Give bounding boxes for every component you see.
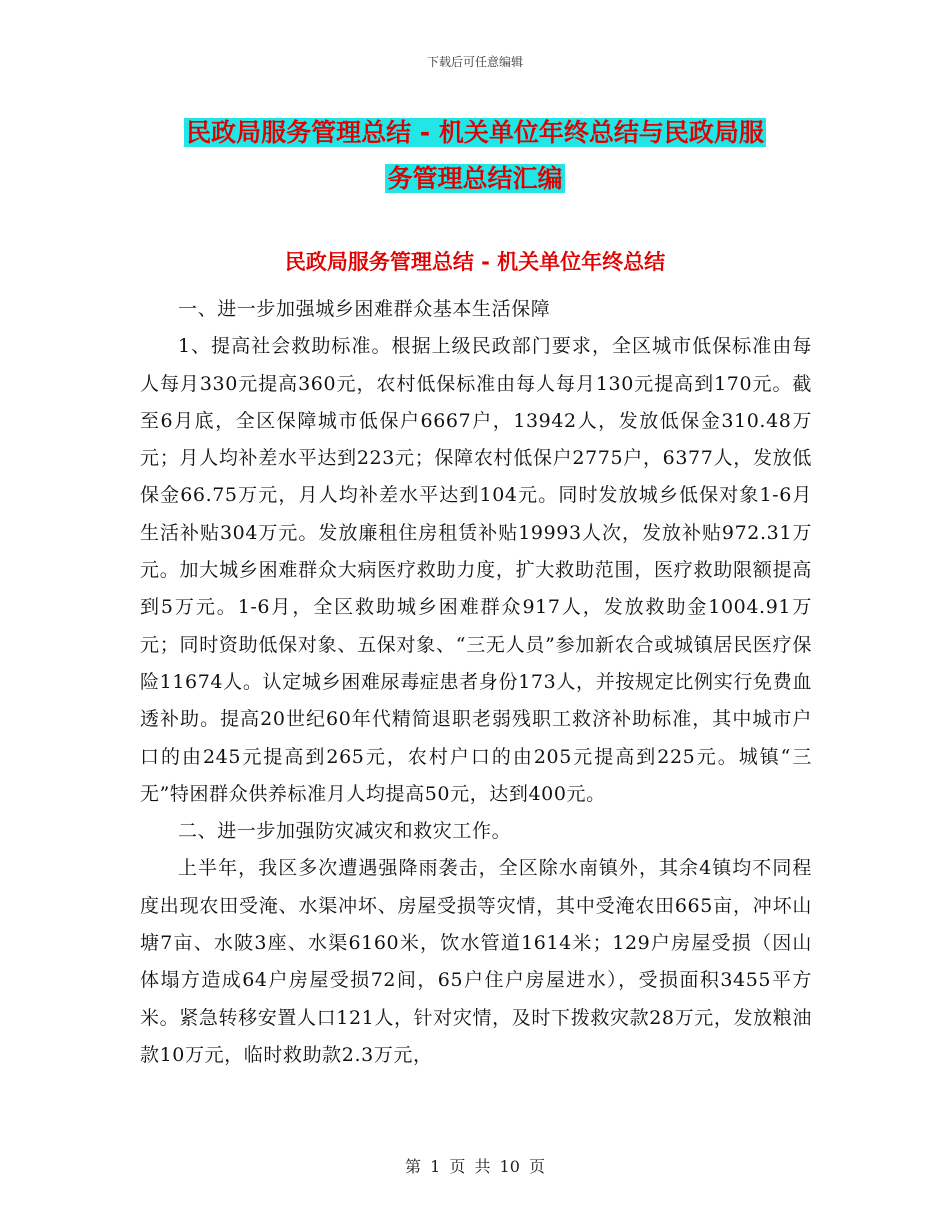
heading-paragraph-1: 一、进一步加强城乡困难群众基本生活保障 [178, 298, 551, 320]
body-paragraph-2: 上半年，我区多次遭遇强降雨袭击，全区除水南镇外，其余4镇均不同程度出现农田受淹、水渠冲坏、房屋受损等灾情，其中受淹农田665亩，冲坏山塘7亩、水陂3座、水渠6160米，饮水管道1614米；129户房屋受损（因山体塌方造成64户房屋受损72间，65户住户房屋进水），受损面积3455平方米。紧急转移安置人口121人，针对灾情，及时下拨救灾款28万元，发放粮油款10万元，临时救助款2.3万元， [140, 857, 812, 1066]
document-title-line-1: 民政局服务管理总结 - 机关单位年终总结与民政局服 [186, 118, 764, 147]
document-title [0, 110, 950, 202]
document-body [140, 291, 812, 1074]
section-title: 民政局服务管理总结 - 机关单位年终总结 [284, 250, 666, 274]
document-title-line-2: 务管理总结汇编 [387, 164, 563, 193]
body-paragraph-1: 1、提高社会救助标准。根据上级民政部门要求，全区城市低保标准由每人每月330元提高360元，农村低保标准由每人每月130元提高到170元。截至6月底，全区保障城市低保户6667户，13942人，发放低保金310.48万元；月人均补差水平达到223元；保障农村低保户2775户，6377人，发放低保金66.75万元，月人均补差水平达到104元。同时发放城乡低保对象1-6月生活补贴304万元。发放廉租住房租赁补贴19993人次，发放补贴972.31万元。加大城乡困难群众大病医疗救助力度，扩大救助范围，医疗救助限额提高到5万元。1-6月，全区救助城乡困难群众917人，发放救助金1004.91万元；同时资助低保对象、五保对象、“三无人员”参加新农合或城镇居民医疗保险11674人。认定城乡困难尿毒症患者身份173人，并按规定比例实行免费血透补助。提高20世纪60年代精简退职老弱残职工救济补助标准，其中城市户口的由245元提高到265元，农村户口的由205元提高到225元。城镇“三无”特困群众供养标准月人均提高50元，达到400元。 [140, 335, 812, 805]
header-note: 下载后可任意编辑 [426, 55, 523, 69]
page-footer: 第 1 页 共 10 页 [405, 1157, 545, 1176]
heading-paragraph-2: 二、进一步加强防灾减灾和救灾工作。 [178, 820, 512, 843]
